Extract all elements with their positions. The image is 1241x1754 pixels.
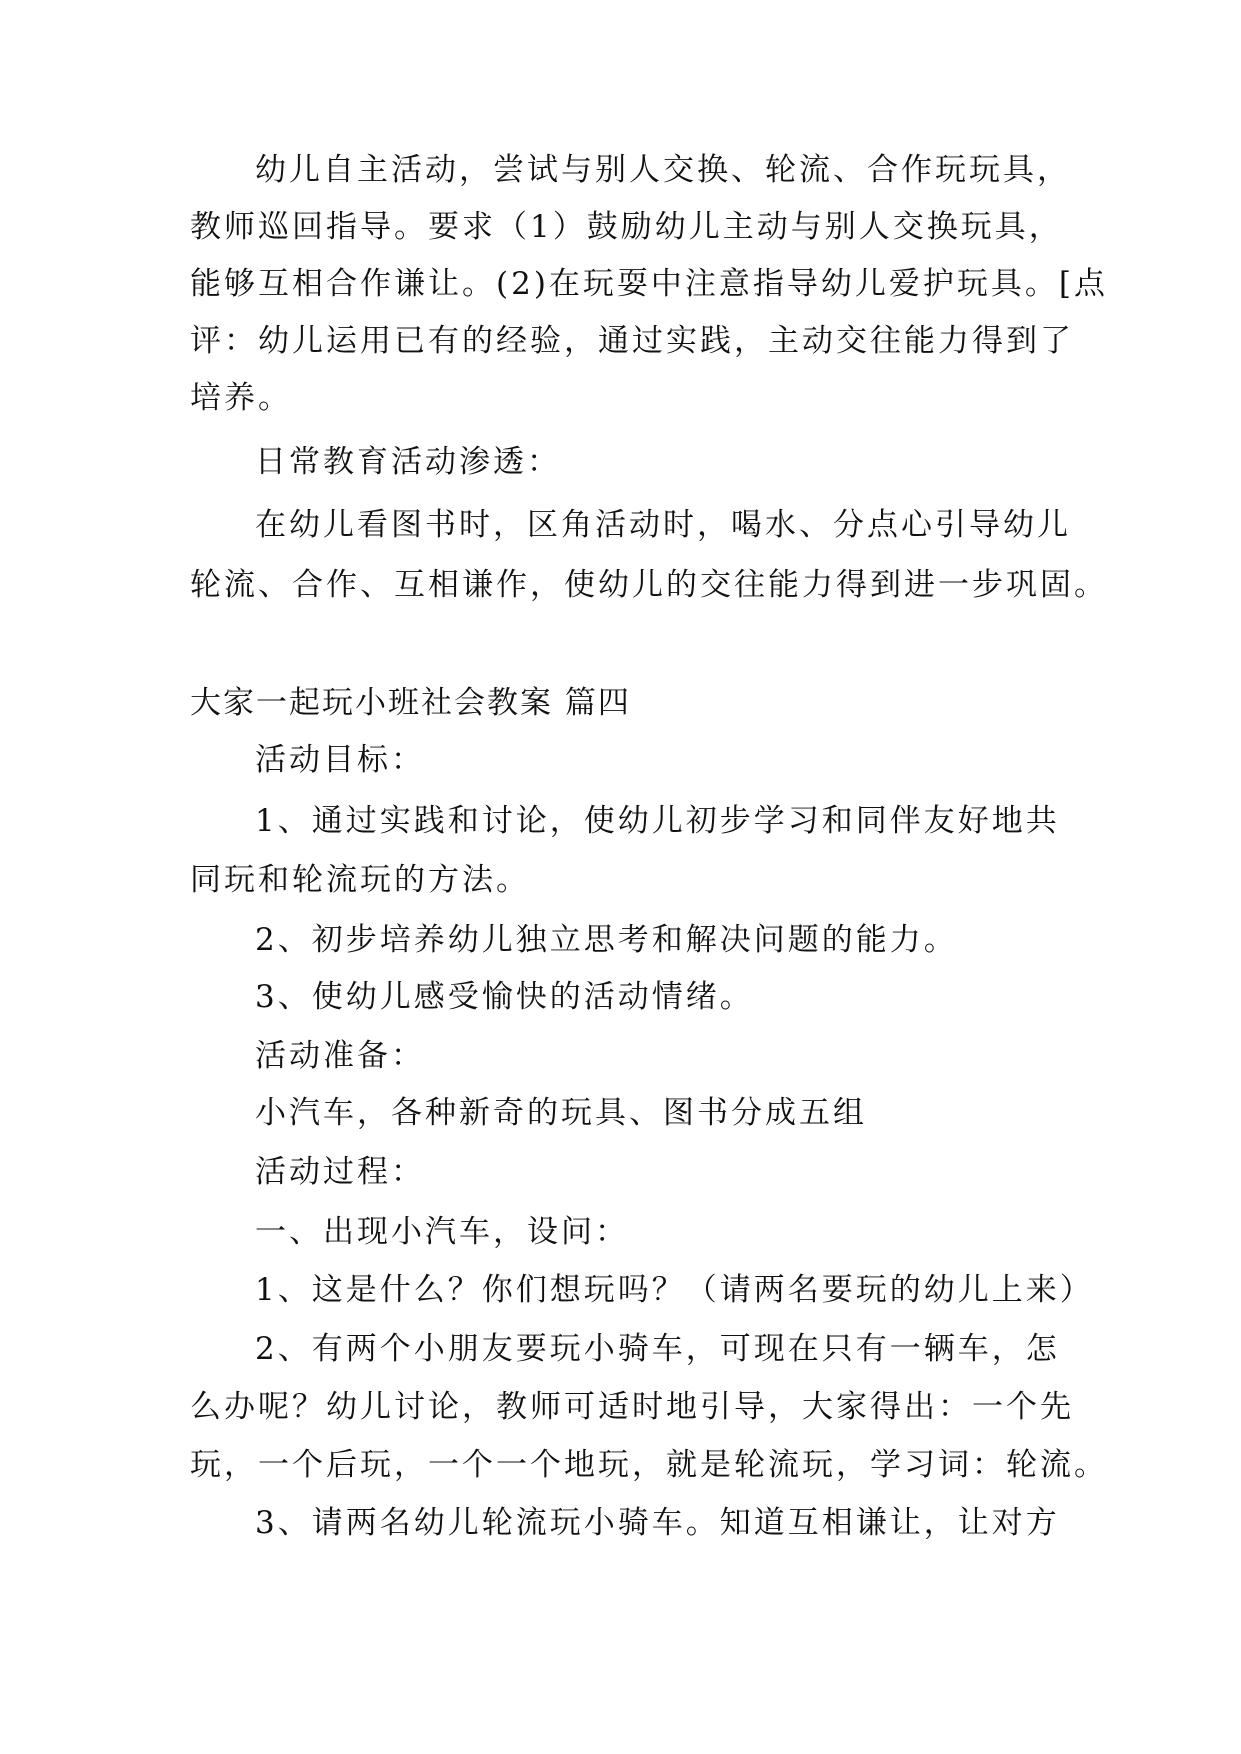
paragraph-line: 日常教育活动渗透： xyxy=(255,444,561,480)
paragraph-line: 培养。 xyxy=(190,380,292,416)
paragraph-line: 活动过程： xyxy=(255,1154,425,1190)
paragraph-line: 活动目标： xyxy=(255,742,425,778)
paragraph-line: 小汽车，各种新奇的玩具、图书分成五组 xyxy=(255,1095,867,1131)
paragraph-line: 教师巡回指导。要求（1）鼓励幼儿主动与别人交换玩具， xyxy=(190,209,1063,245)
paragraph-line: 幼儿自主活动，尝试与别人交换、轮流、合作玩玩具， xyxy=(255,152,1071,188)
paragraph-line: 么办呢？幼儿讨论，教师可适时地引导，大家得出：一个先 xyxy=(190,1389,1074,1425)
paragraph-line: 能够互相合作谦让。(2)在玩耍中注意指导幼儿爱护玩具。[点 xyxy=(190,266,1109,302)
paragraph-line: 1、通过实践和讨论，使幼儿初步学习和同伴友好地共 xyxy=(255,803,1060,839)
paragraph-line: 2、有两个小朋友要玩小骑车，可现在只有一辆车，怎 xyxy=(255,1331,1060,1367)
paragraph-line: 3、使幼儿感受愉快的活动情绪。 xyxy=(255,979,754,1015)
paragraph-line: 轮流、合作、互相谦作，使幼儿的交往能力得到进一步巩固。 xyxy=(190,567,1108,603)
paragraph-line: 2、初步培养幼儿独立思考和解决问题的能力。 xyxy=(255,922,958,958)
paragraph-line: 评：幼儿运用已有的经验，通过实践，主动交往能力得到了 xyxy=(190,323,1074,359)
paragraph-line: 1、这是什么？你们想玩吗？（请两名要玩的幼儿上来） xyxy=(255,1272,1094,1308)
paragraph-line: 一、出现小汽车，设问： xyxy=(255,1214,629,1250)
section-heading: 大家一起玩小班社会教案 篇四 xyxy=(190,685,631,721)
paragraph-line: 在幼儿看图书时，区角活动时，喝水、分点心引导幼儿 xyxy=(255,507,1071,543)
paragraph-line: 活动准备： xyxy=(255,1038,425,1074)
paragraph-line: 玩，一个后玩，一个一个地玩，就是轮流玩，学习词：轮流。 xyxy=(190,1447,1108,1483)
paragraph-line: 3、请两名幼儿轮流玩小骑车。知道互相谦让，让对方 xyxy=(255,1505,1060,1541)
paragraph-line: 同玩和轮流玩的方法。 xyxy=(190,862,530,898)
